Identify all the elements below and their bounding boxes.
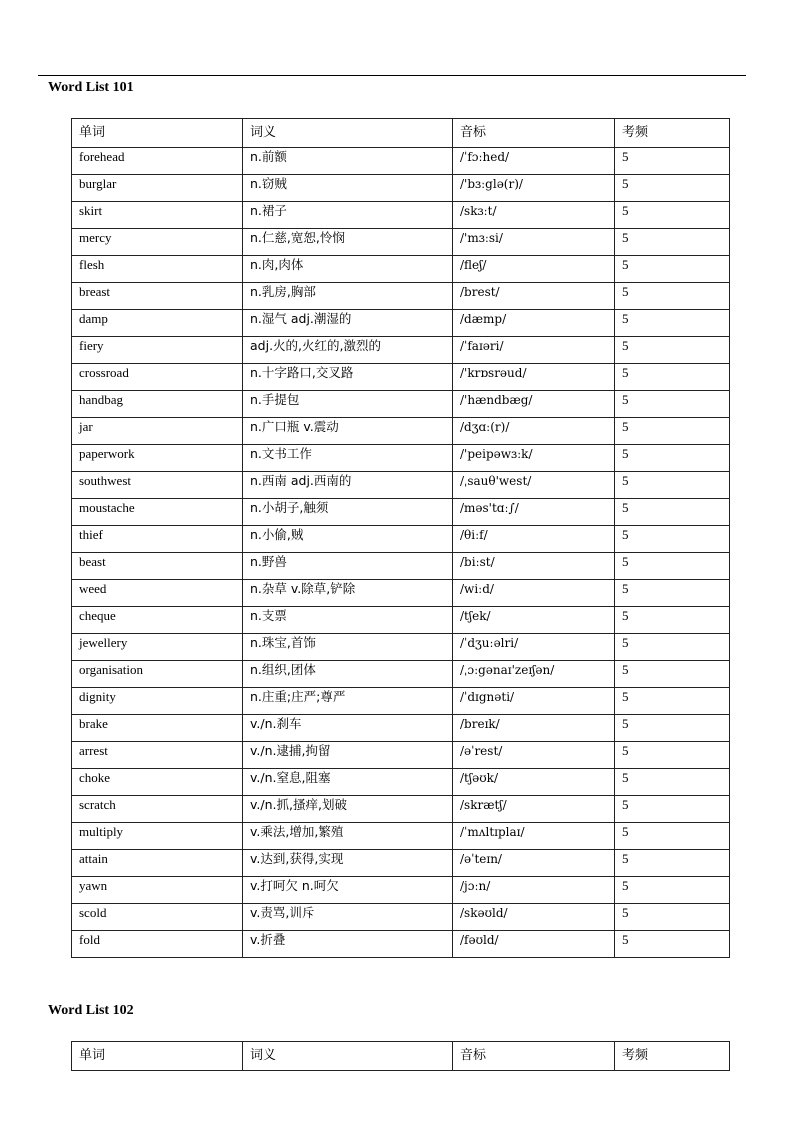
header-phonetic: 音标	[453, 1042, 615, 1071]
frequency-cell: 5	[615, 877, 730, 904]
header-word: 单词	[72, 119, 243, 148]
phonetic-cell: /'peipəwɜːk/	[453, 445, 615, 472]
meaning-cell: n.窃贼	[243, 175, 453, 202]
word-list-101-title: Word List 101	[48, 80, 134, 95]
word-cell: skirt	[72, 202, 243, 229]
phonetic-cell: /'hændbæg/	[453, 391, 615, 418]
phonetic-cell: /θiːf/	[453, 526, 615, 553]
table-row	[72, 391, 730, 418]
frequency-cell: 5	[615, 175, 730, 202]
frequency-cell: 5	[615, 580, 730, 607]
frequency-cell: 5	[615, 229, 730, 256]
table-header-row	[72, 1042, 730, 1071]
frequency-cell: 5	[615, 553, 730, 580]
word-cell: yawn	[72, 877, 243, 904]
phonetic-cell: /məs'tɑː∫/	[453, 499, 615, 526]
meaning-cell: n.支票	[243, 607, 453, 634]
table-row	[72, 472, 730, 499]
meaning-cell: n.仁慈,宽恕,怜悯	[243, 229, 453, 256]
word-cell: thief	[72, 526, 243, 553]
frequency-cell: 5	[615, 715, 730, 742]
meaning-cell: n.十字路口,交叉路	[243, 364, 453, 391]
table-row	[72, 823, 730, 850]
table-row	[72, 364, 730, 391]
frequency-cell: 5	[615, 499, 730, 526]
phonetic-cell: /skrætʃ/	[453, 796, 615, 823]
word-cell: choke	[72, 769, 243, 796]
phonetic-cell: /ˈdɪgnəti/	[453, 688, 615, 715]
table-row	[72, 202, 730, 229]
table-row	[72, 742, 730, 769]
word-list-102-title: Word List 102	[48, 1003, 134, 1018]
word-cell: damp	[72, 310, 243, 337]
meaning-cell: n.组织,团体	[243, 661, 453, 688]
phonetic-cell: /fəʊld/	[453, 931, 615, 958]
phonetic-cell: /brest/	[453, 283, 615, 310]
meaning-cell: v.乘法,增加,繁殖	[243, 823, 453, 850]
phonetic-cell: /wiːd/	[453, 580, 615, 607]
meaning-cell: v.责骂,训斥	[243, 904, 453, 931]
word-cell: crossroad	[72, 364, 243, 391]
phonetic-cell: /tʃek/	[453, 607, 615, 634]
meaning-cell: n.广口瓶 v.震动	[243, 418, 453, 445]
frequency-cell: 5	[615, 148, 730, 175]
meaning-cell: v.达到,获得,实现	[243, 850, 453, 877]
phonetic-cell: /ˈmʌltɪplaɪ/	[453, 823, 615, 850]
word-cell: scold	[72, 904, 243, 931]
table-row	[72, 877, 730, 904]
meaning-cell: n.杂草 v.除草,铲除	[243, 580, 453, 607]
table-header-row	[72, 119, 730, 148]
meaning-cell: n.庄重;庄严;尊严	[243, 688, 453, 715]
meaning-cell: n.小偷,贼	[243, 526, 453, 553]
frequency-cell: 5	[615, 796, 730, 823]
table-row	[72, 850, 730, 877]
phonetic-cell: /skəʊld/	[453, 904, 615, 931]
phonetic-cell: /breɪk/	[453, 715, 615, 742]
meaning-cell: n.裙子	[243, 202, 453, 229]
table-row	[72, 148, 730, 175]
phonetic-cell: /ˈdʒuːəlri/	[453, 634, 615, 661]
table-row	[72, 553, 730, 580]
meaning-cell: n.文书工作	[243, 445, 453, 472]
meaning-cell: n.前额	[243, 148, 453, 175]
phonetic-cell: /ˌɔːgənaɪ'zeɪʃən/	[453, 661, 615, 688]
table-row	[72, 337, 730, 364]
table-row	[72, 661, 730, 688]
word-list-101-table	[71, 118, 730, 958]
word-cell: arrest	[72, 742, 243, 769]
frequency-cell: 5	[615, 769, 730, 796]
frequency-cell: 5	[615, 607, 730, 634]
meaning-cell: n.湿气 adj.潮湿的	[243, 310, 453, 337]
phonetic-cell: /əˈrest/	[453, 742, 615, 769]
word-cell: fold	[72, 931, 243, 958]
meaning-cell: n.珠宝,首饰	[243, 634, 453, 661]
word-cell: jar	[72, 418, 243, 445]
top-divider	[38, 75, 746, 76]
frequency-cell: 5	[615, 283, 730, 310]
meaning-cell: n.乳房,胸部	[243, 283, 453, 310]
phonetic-cell: /fleʃ/	[453, 256, 615, 283]
table-row	[72, 769, 730, 796]
meaning-cell: v./n.逮捕,拘留	[243, 742, 453, 769]
header-word: 单词	[72, 1042, 243, 1071]
phonetic-cell: /ˌsauθ'west/	[453, 472, 615, 499]
word-cell: organisation	[72, 661, 243, 688]
frequency-cell: 5	[615, 823, 730, 850]
meaning-cell: n.野兽	[243, 553, 453, 580]
meaning-cell: v./n.刹车	[243, 715, 453, 742]
table-row	[72, 445, 730, 472]
meaning-cell: n.西南 adj.西南的	[243, 472, 453, 499]
frequency-cell: 5	[615, 310, 730, 337]
word-cell: forehead	[72, 148, 243, 175]
meaning-cell: v.折叠	[243, 931, 453, 958]
frequency-cell: 5	[615, 472, 730, 499]
table-row	[72, 526, 730, 553]
table-row	[72, 175, 730, 202]
table-row	[72, 418, 730, 445]
word-cell: jewellery	[72, 634, 243, 661]
word-cell: southwest	[72, 472, 243, 499]
word-cell: flesh	[72, 256, 243, 283]
word-cell: mercy	[72, 229, 243, 256]
word-cell: multiply	[72, 823, 243, 850]
frequency-cell: 5	[615, 364, 730, 391]
phonetic-cell: /biːst/	[453, 553, 615, 580]
meaning-cell: adj.火的,火红的,激烈的	[243, 337, 453, 364]
frequency-cell: 5	[615, 904, 730, 931]
word-cell: handbag	[72, 391, 243, 418]
word-cell: moustache	[72, 499, 243, 526]
word-cell: breast	[72, 283, 243, 310]
word-list-102-table	[71, 1041, 730, 1071]
table-row	[72, 499, 730, 526]
frequency-cell: 5	[615, 661, 730, 688]
table-row	[72, 904, 730, 931]
frequency-cell: 5	[615, 526, 730, 553]
frequency-cell: 5	[615, 931, 730, 958]
table-row	[72, 310, 730, 337]
phonetic-cell: /tʃəʊk/	[453, 769, 615, 796]
frequency-cell: 5	[615, 634, 730, 661]
table-row	[72, 796, 730, 823]
frequency-cell: 5	[615, 256, 730, 283]
word-cell: brake	[72, 715, 243, 742]
frequency-cell: 5	[615, 391, 730, 418]
phonetic-cell: /ˈfaɪəri/	[453, 337, 615, 364]
phonetic-cell: /ˈfɔːhed/	[453, 148, 615, 175]
phonetic-cell: /'mɜːsi/	[453, 229, 615, 256]
word-cell: burglar	[72, 175, 243, 202]
frequency-cell: 5	[615, 445, 730, 472]
word-cell: paperwork	[72, 445, 243, 472]
word-cell: dignity	[72, 688, 243, 715]
table-row	[72, 256, 730, 283]
header-frequency: 考频	[615, 1042, 730, 1071]
table-row	[72, 283, 730, 310]
meaning-cell: n.手提包	[243, 391, 453, 418]
meaning-cell: n.肉,肉体	[243, 256, 453, 283]
header-meaning: 词义	[243, 119, 453, 148]
header-phonetic: 音标	[453, 119, 615, 148]
word-cell: weed	[72, 580, 243, 607]
table-row	[72, 931, 730, 958]
phonetic-cell: /dæmp/	[453, 310, 615, 337]
frequency-cell: 5	[615, 418, 730, 445]
meaning-cell: v./n.抓,搔痒,划破	[243, 796, 453, 823]
table-row	[72, 607, 730, 634]
table-row	[72, 229, 730, 256]
phonetic-cell: /skɜːt/	[453, 202, 615, 229]
meaning-cell: v.打呵欠 n.呵欠	[243, 877, 453, 904]
frequency-cell: 5	[615, 742, 730, 769]
frequency-cell: 5	[615, 850, 730, 877]
table-row	[72, 580, 730, 607]
phonetic-cell: /dʒɑː(r)/	[453, 418, 615, 445]
word-list-101-body	[72, 148, 730, 958]
word-cell: fiery	[72, 337, 243, 364]
phonetic-cell: /əˈteɪn/	[453, 850, 615, 877]
table-row	[72, 634, 730, 661]
phonetic-cell: /'krɒsrəud/	[453, 364, 615, 391]
meaning-cell: n.小胡子,触须	[243, 499, 453, 526]
word-cell: cheque	[72, 607, 243, 634]
frequency-cell: 5	[615, 337, 730, 364]
meaning-cell: v./n.窒息,阻塞	[243, 769, 453, 796]
word-cell: scratch	[72, 796, 243, 823]
word-cell: beast	[72, 553, 243, 580]
phonetic-cell: /jɔːn/	[453, 877, 615, 904]
frequency-cell: 5	[615, 202, 730, 229]
word-cell: attain	[72, 850, 243, 877]
header-meaning: 词义	[243, 1042, 453, 1071]
frequency-cell: 5	[615, 688, 730, 715]
phonetic-cell: /'bɜːglə(r)/	[453, 175, 615, 202]
header-frequency: 考频	[615, 119, 730, 148]
table-row	[72, 715, 730, 742]
table-row	[72, 688, 730, 715]
